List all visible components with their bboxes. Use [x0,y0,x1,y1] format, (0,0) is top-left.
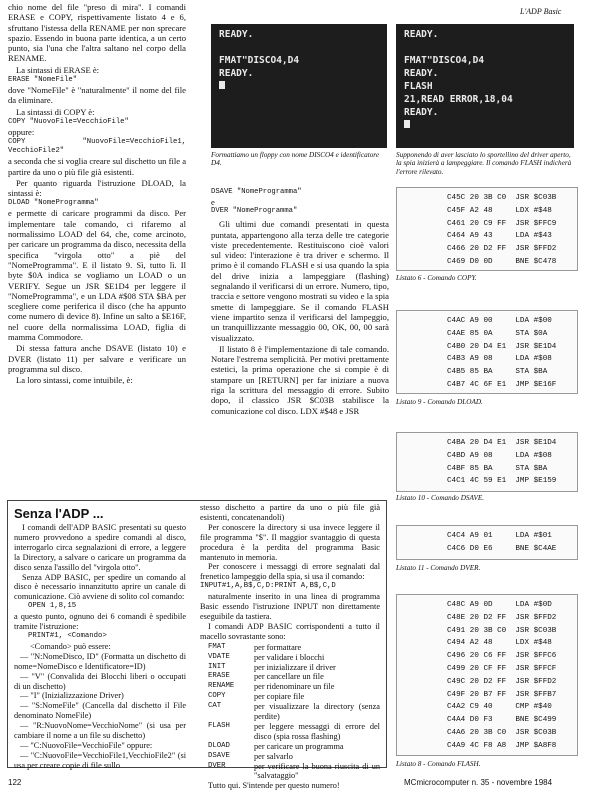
listing-caption: Listato 10 - Comando DSAVE. [396,494,485,502]
screenshot-flash [396,24,574,148]
paragraph: Di stessa fattura anche DSAVE (listato 10) e DVER (listato 11) per salvare e verificare un programma sul disco. [8,343,186,374]
box-paragraph: Per conoscere i messaggi di errore segnalati dal frenetico lampeggio della spia, si usa il comando: [200,562,380,582]
command-description: per leggere messaggi di errore del disco (spia rossa flashing) [254,721,380,741]
listing-row: C4A2 C9 40 CMP #$40 [447,703,552,712]
left-column [8,2,186,387]
box-paragraph: naturalmente inserito in una linea di programma Basic essendo l'istruzione INPUT non direttamente eseguibile da tastiera. [200,592,380,621]
command-row [200,643,380,653]
box-paragraph: — "S:NomeFile" (Cancella dal dischetto il File denominato NomeFile) [14,701,186,721]
command-row [200,653,380,663]
listing-row: C4B3 A9 08 LDA #$08 [447,355,552,364]
listing-row: C4A4 D0 F3 BNE $C499 [447,716,557,725]
listing-row: C494 A2 48 LDX #$48 [447,639,552,648]
command-row [200,752,380,762]
command-description: per visualizzare la directory (senza perdite) [254,702,380,722]
box-closing: Tutto qui. S'intende per questo numero! [208,781,340,791]
command-description: per cancellare un file [254,672,324,682]
screen-line [404,41,566,54]
listing-row: C4C6 D0 E6 BNE $C4AE [447,544,557,553]
box-paragraph: PRINT#1, <Comando> [28,631,107,640]
paragraph: Gli ultimi due comandi presentati in questa puntata, appartengono alla terza delle tre categorie viste precedentemente. Restituiscono cioè valori sul video: l'interazione è tra driver e schermo. Il primo è il comando FLASH e si usa quando la spia del drive inizia a lampeggiare (flashing) segnalando il verificarsi di un errore. Numero, tipo, traccia e settore vengono mostrati su video e la spia smette di lampeggiare. Se il comando FLASH viene impartito senza il verificarsi del lampeggio, un tranquillizzante messaggio 00, OK, 00, 00 sarà visualizzato. [211,219,389,343]
listing-row: C4BD A9 08 LDA #$08 [447,451,552,460]
screen-line: FMAT"DISCO4,D4 [404,55,485,66]
magazine-issue: MCmicrocomputer n. 35 - novembre 1984 [404,778,553,787]
listing-row: C48E 20 D2 FF JSR $FFD2 [447,613,557,622]
paragraph: La sintassi di ERASE è: [16,64,100,75]
listing-row: C4A6 20 3B C0 JSR $C03B [447,728,557,737]
listing-row: C45C 20 3B C0 JSR $C03B [447,194,557,202]
screen-line: READY. [404,68,439,79]
box-paragraph: INPUT#1,A,B$,C,D:PRINT A,B$,C,D [200,582,336,591]
code-line: COPY "NuovoFile=VecchioFile1, VecchioFile2" [8,138,186,156]
box-left-column [14,523,186,771]
listing-10 [396,432,578,492]
listing-caption: Listato 11 - Comando DVER. [396,564,481,572]
paragraph: La sintassi di COPY è: [16,106,95,117]
command-name: DSAVE [208,751,230,760]
command-name: FLASH [208,721,230,730]
screen-line: READY. [404,107,439,118]
command-name: COPY [208,692,226,701]
command-description: per verificare la buona riuscita di un "salvataggio" [254,761,380,781]
listing-row: C4AE 85 0A STA $0A [447,329,548,338]
paragraph: oppure: [8,126,35,137]
listing-row: C45F A2 48 LDX #$48 [447,206,552,215]
listing-caption: Listato 9 - Comando DLOAD. [396,398,483,406]
command-name: DVER [208,761,226,770]
command-row [200,742,380,752]
box-paragraph: stesso dischetto a partire da uno o più file già esistenti, concatenandoli) [200,503,380,522]
listing-caption: Listato 6 - Comando COPY. [396,274,477,282]
box-paragraph: — "N:NomeDisco, ID" (Formatta un dischetto di nome=NomeDisco e Identificatore=ID) [14,651,186,671]
box-paragraph: a questo punto, ognuno dei 6 comandi è spedibile tramite l'istruzione: [14,612,186,632]
box-paragraph: — "C:NuovoFile=VecchioFile1,VecchioFile2" (si usa per creare copie di file sullo [14,750,186,770]
paragraph: a seconda che si voglia creare sul dischetto un file a partire da uno o più file già esistenti. [8,156,187,177]
screen-caption: Formattiamo un floppy con nome DISCO4 e identificatore D4. [211,151,380,168]
command-name: INIT [208,662,226,671]
code-line: ERASE "NomeFile" [8,76,78,85]
box-paragraph: Senza ADP BASIC, per spedire un comando al disco è necessario innanzitutto aprire un canale di comunicazione. Ciò avviene di solito col comando: [14,572,186,602]
command-row [200,682,380,692]
cursor-block [219,81,225,89]
listing-row: C461 20 C9 FF JSR $FFC9 [447,219,557,228]
box-paragraph: I comandi ADP BASIC corrispondenti a tutto il macello sovrastante sono: [200,621,380,641]
paragraph: La loro sintassi, come intuibile, è: [16,375,133,386]
listing-9 [396,310,578,394]
command-name: DLOAD [208,741,230,750]
listing-row: C469 D0 0D BNE $C478 [447,257,557,266]
screenshot-format [211,24,387,148]
box-paragraph: <Comando> può essere: [30,641,111,651]
listing-row: C499 20 CF FF JSR $FFCF [447,664,557,673]
paragraph: Per quanto riguarda l'istruzione DLOAD, la sintassi è: [8,177,186,199]
command-description: per ridenominare un file [254,682,335,692]
command-name: RENAME [208,682,235,691]
listing-row: C4C4 A9 01 LDA #$01 [447,532,552,540]
code-line: DSAVE "NomeProgramma" [211,188,302,196]
page-number: 122 [8,778,22,787]
command-description: per salvarlo [254,751,293,761]
screen-line: FLASH [404,81,433,92]
listing-row: C4B5 85 BA STA $BA [447,368,548,377]
command-row [200,672,380,682]
listing-row: C4B7 4C 6F E1 JMP $E16F [447,380,557,389]
box-paragraph: OPEN 1,8,15 [28,602,77,611]
conjunction: e [211,197,215,207]
command-description: per formattare [254,642,302,652]
screen-line: FMAT"DISCO4,D4 [219,55,300,66]
listing-row: C4BA 20 D4 E1 JSR $E1D4 [447,439,557,447]
code-line: DVER "NomeProgramma" [211,207,298,216]
box-paragraph: — "I" (Inizializzazione Driver) [20,691,124,701]
cursor-block [404,120,410,128]
listing-row: C4B0 20 D4 E1 JSR $E1D4 [447,342,557,351]
paragraph: chio nome del file "preso di mira". I comandi ERASE e COPY, rispettivamente listato 4 e 6, sfruttano l'istessa della RENAME per non sprecare spazio. Essendo in buona parte identica, a un certo punto, sia l'una che l'altra saltano nel corpo della RENAME. [8,2,186,64]
listing-row: C49C 20 D2 FF JSR $FFD2 [447,677,557,686]
listing-row: C466 20 D2 FF JSR $FFD2 [447,245,557,254]
box-paragraph: — "C:NuovoFile=VecchioFile" oppure: [20,740,153,750]
command-description: per caricare un programma [254,741,344,751]
screen-line: READY. [219,68,254,79]
listing-row: C48C A9 0D LDA #$0D [447,601,552,609]
command-row [200,663,380,673]
command-name: VDATE [208,652,230,661]
listing-row: C49F 20 B7 FF JSR $FFB7 [447,690,557,699]
middle-column [211,188,389,417]
listing-8 [396,594,578,756]
box-title: Senza l'ADP ... [14,506,104,521]
command-row [200,722,380,742]
command-row [200,702,380,722]
command-row [200,762,380,782]
command-name: ERASE [208,672,230,681]
command-description: per validare i blocchi [254,652,325,662]
command-description: per inizializzare il driver [254,662,336,672]
listing-row: C4BF 85 BA STA $BA [447,464,548,473]
listing-6 [396,187,578,271]
command-name: CAT [208,702,222,711]
screen-caption: Supponendo di aver lasciato lo sportellino del driver aperto, la spia inizierà a lampeggiare. Il comando FLASH indicherà l'errore rilevato. [396,151,572,176]
code-line: DLOAD "NomeProgramma" [8,199,99,208]
listing-row: C4AC A9 00 LDA #$00 [447,317,552,325]
listing-row: C4C1 4C 59 E1 JMP $E159 [447,477,557,486]
section-header: L'ADP Basic [520,7,562,16]
command-name: FMAT [208,642,226,651]
screen-line: READY. [219,29,254,40]
listing-caption: Listato 8 - Comando FLASH. [396,760,481,768]
listing-row: C491 20 3B C0 JSR $C03B [447,626,557,635]
command-description: per copiare file [254,692,305,702]
paragraph: dove "NomeFile" è "naturalmente" il nome del file da eliminare. [8,85,186,106]
listing-row: C464 A9 43 LDA #$43 [447,232,552,241]
listing-row: C4A9 4C F8 A8 JMP $A8F8 [447,741,557,750]
box-paragraph: I comandi dell'ADP BASIC presentati su questo numero provvedono a spedire comandi al disco, interrogarlo circa segnalazioni di errore, a leggere la Directory, a salvare o caricare un programma da disco senza l'assillo del "virgola otto". [14,523,186,572]
box-paragraph: — "R:NuovoNome=VecchioNome" (si usa per cambiare il nome a un file su dischetto) [14,721,186,741]
box-paragraph: — "V" (Convalida dei Blocchi liberi o occupati di un dischetto) [14,671,186,691]
listing-row: C496 20 C6 FF JSR $FFC6 [447,652,557,661]
listing-11 [396,525,578,560]
screen-line [219,41,379,54]
screen-line: READY. [404,29,439,40]
screen-line: 21,READ ERROR,18,04 [404,94,513,105]
paragraph: e permette di caricare programmi da disco. Per implementare tale comando, ci rifaremo al normalissimo LOAD del 64, che, come arcinoto, per caricare un programma da disco, necessita della specifica "virgola otto" a piè del "NomeProgramma". E il listato 9. Sì, tutto lì. Il byte $0A indica se vogliamo un LOAD o un VERIFY. Segue un JSR $E1D4 per leggere il "NomeProgramma", e un LDA #$08 STA $BA per scegliere come periferica il disco (che ha appunto come numero di device 8). Infine un salto a $E16F, nel cuore della normalissima LOAD, figlia di mamma Commodore. [8,208,186,343]
box-right-column [200,503,380,791]
box-paragraph: Per conoscere la directory si usa invece leggere il file programma "$". Il maggior svantaggio di questa procedura è la perdita del programma Basic mantenuto in memoria. [200,522,380,562]
paragraph: Il listato 8 è l'implementazione di tale comando. Notare l'estrema semplicità. Per motivi prettamente estetici, la prima operazione che si compie è di stampare un [RETURN] per far iniziare a nuova riga la scrittura del messaggio di errore. Subito dopo, il classico JSR $C03B stabilisce la comunicazione col disco. LDX #$48 e JSR [211,343,389,416]
command-row [200,692,380,702]
code-line: COPY "NuovoFile=VecchioFile" [8,117,129,126]
